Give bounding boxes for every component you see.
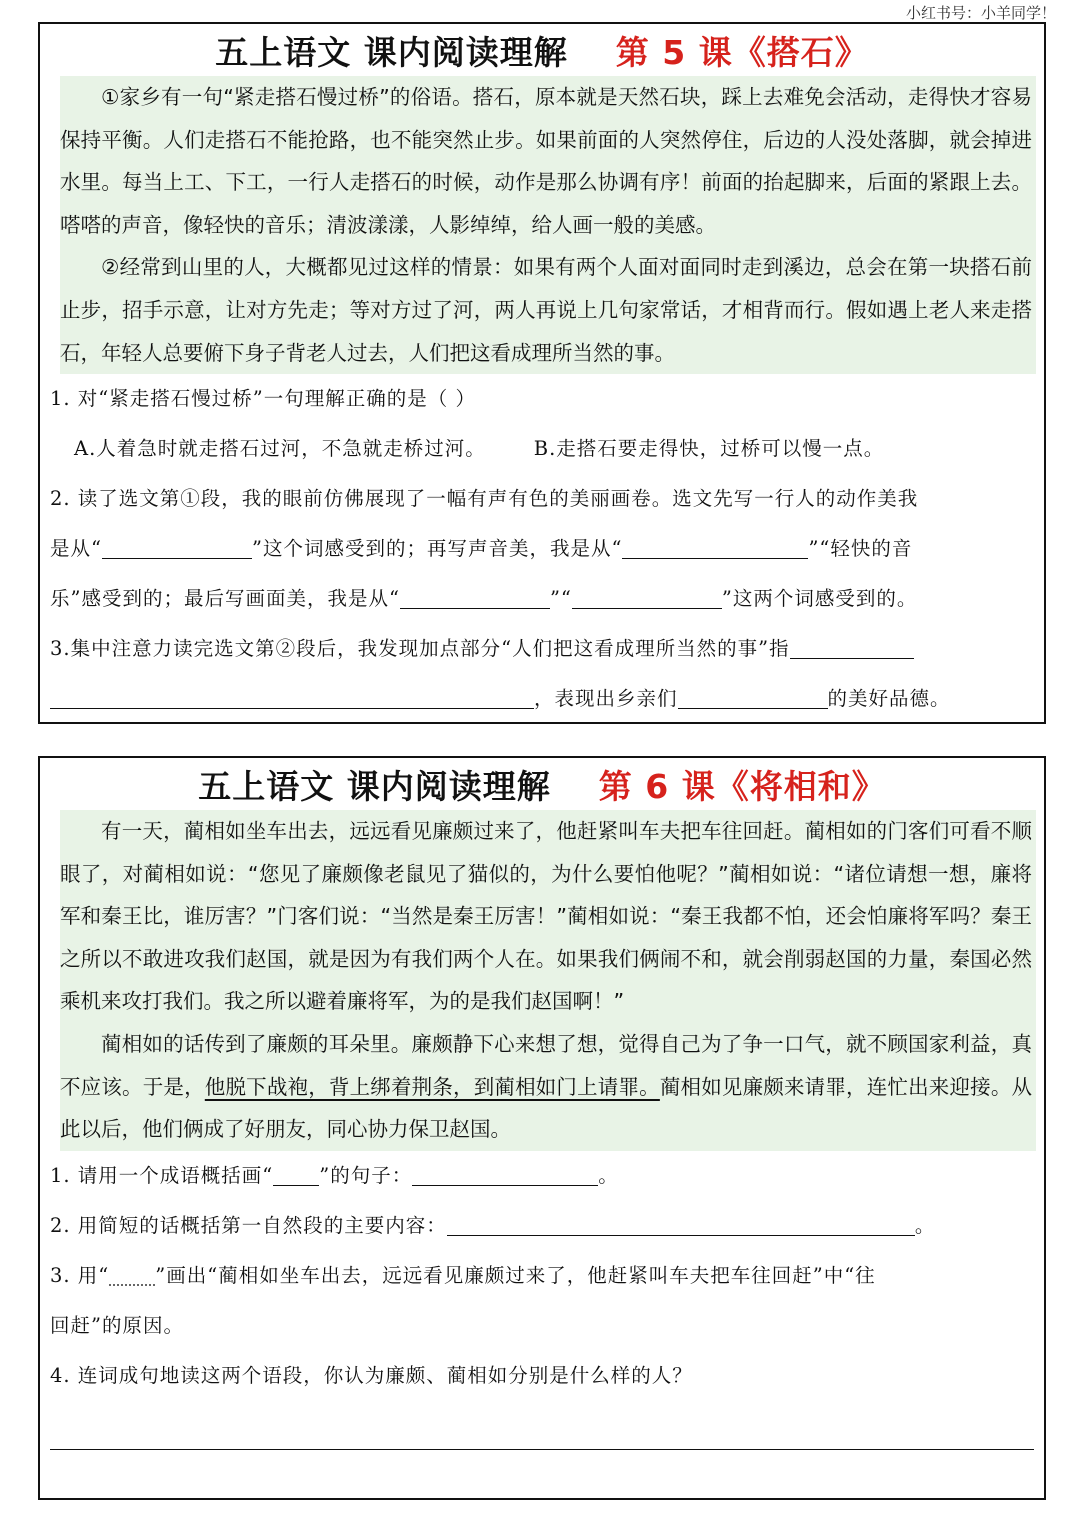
answer-blank[interactable] — [572, 587, 722, 609]
title-prefix: 五上语文 课内阅读理解 — [215, 32, 568, 72]
watermark: 小红书号：小羊同学！ — [905, 4, 1056, 22]
question-1: 1. 请用一个成语概括画“ ”的句子： 。 — [50, 1163, 619, 1187]
question-1-options — [50, 424, 1034, 474]
answer-line[interactable] — [50, 1401, 1034, 1450]
question-2-line1: 2. 读了选文第①段，我的眼前仿佛展现了一幅有声有色的美丽画卷。选文先写一行人的动作美我 — [50, 487, 919, 511]
answer-blank[interactable] — [790, 637, 914, 659]
card-title — [40, 758, 1044, 810]
answer-blank[interactable] — [447, 1213, 915, 1235]
answer-blank[interactable] — [412, 1163, 598, 1185]
wavy-line-mark — [109, 1262, 155, 1285]
question-3-line1: 3.集中注意力读完选文第②段后，我发现加点部分“人们把这看成理所当然的事”指 — [50, 624, 1034, 674]
title-prefix: 五上语文 课内阅读理解 — [198, 766, 551, 806]
card-title — [40, 24, 1044, 76]
question-4: 4. 连词成句地读这两个语段，你认为廉颇、蔺相如分别是什么样的人？ — [50, 1363, 693, 1387]
question-3-line2: 回赶”的原因。 — [50, 1313, 184, 1337]
answer-blank[interactable] — [102, 537, 252, 559]
question-2: 2. 用简短的话概括第一自然段的主要内容： 。 — [50, 1213, 936, 1237]
option-a[interactable]: A.人着急时就走搭石过河，不急就走桥过河。 — [74, 437, 486, 461]
passage-paragraph: 蔺相如的话传到了廉颇的耳朵里。廉颇静下心来想了想，觉得自己为了争一口气，就不顾国家利益，真不应该。于是，他脱下战袍，背上绑着荆条，到蔺相如门上请罪。蔺相如见廉颇来请罪，连忙出来迎接。从此以后，他们俩成了好朋友，同心协力保卫赵国。 — [60, 1031, 1033, 1142]
question-2-line2: 是从“ ”这个词感受到的；再写声音美，我是从“ ”“轻快的音 — [50, 537, 913, 561]
answer-blank[interactable] — [678, 687, 828, 709]
reading-passage — [60, 76, 1036, 374]
question-1: 1. 对“紧走搭石慢过桥”一句理解正确的是（ ） — [50, 387, 476, 411]
passage-paragraph: 有一天，蔺相如坐车出去，远远看见廉颇过来了，他赶紧叫车夫把车往回赶。蔺相如的门客们可看不顺眼了，对蔺相如说：“您见了廉颇像老鼠见了猫似的，为什么要怕他呢？”蔺相如说：“诸位请想一想，廉将军和秦王比，谁厉害？”门客们说：“当然是秦王厉害！”蔺相如说：“秦王我都不怕，还会怕廉将军吗？秦王之所以不敢进攻我们赵国，就是因为有我们两个人在。如果我们俩闹不和，就会削弱赵国的力量，秦国必然乘机来攻打我们。我之所以避着廉将军，为的是我们赵国啊！” — [60, 819, 1032, 1014]
answer-blank[interactable] — [400, 587, 550, 609]
passage-paragraph: ①家乡有一句“紧走搭石慢过桥”的俗语。搭石，原本就是天然石块，踩上去难免会活动，走得快才容易保持平衡。人们走搭石不能抢路，也不能突然止步。如果前面的人突然停住，后边的人没处落脚，就会掉进水里。每当上工、下工，一行人走搭石的时候，动作是那么协调有序！前面的抬起脚来，后面的紧跟上去。嗒嗒的声音，像轻快的音乐；清波漾漾，人影绰绰，给人画一般的美感。 — [60, 85, 1032, 237]
answer-blank[interactable] — [50, 687, 534, 709]
worksheet-card-lesson6 — [38, 756, 1046, 1500]
underlined-sentence: 他脱下战袍，背上绑着荆条，到蔺相如门上请罪。 — [204, 1074, 660, 1099]
questions — [50, 1151, 1034, 1401]
title-lesson: 第 5 课《搭石》 — [615, 32, 869, 72]
passage-paragraph: ②经常到山里的人，大概都见过这样的情景：如果有两个人面对面同时走到溪边，总会在第一块搭石前止步，招手示意，让对方先走；等对方过了河，两人再说上几句家常话，才相背而行。假如遇上老人来走搭石，年轻人总要俯下身子背老人过去，人们把这看成理所当然的事。 — [60, 255, 1032, 365]
answer-blank — [273, 1163, 319, 1185]
answer-blank[interactable] — [622, 537, 808, 559]
question-3-line2: ，表现出乡亲们 的美好品德。 — [50, 674, 1034, 724]
worksheet-card-lesson5 — [38, 22, 1046, 724]
question-2-line3: 乐”感受到的；最后写画面美，我是从“ ”“ ”这两个词感受到的。 — [50, 587, 918, 611]
reading-passage — [60, 810, 1036, 1151]
answer-line[interactable] — [50, 1450, 1034, 1499]
title-lesson: 第 6 课《将相和》 — [598, 766, 886, 806]
question-3-line1: 3. 用“ ”画出“蔺相如坐车出去，远远看见廉颇过来了，他赶紧叫车夫把车往回赶”中“往 — [50, 1263, 876, 1287]
option-b[interactable]: B.走搭石要走得快，过桥可以慢一点。 — [533, 437, 885, 461]
questions — [50, 374, 1034, 724]
